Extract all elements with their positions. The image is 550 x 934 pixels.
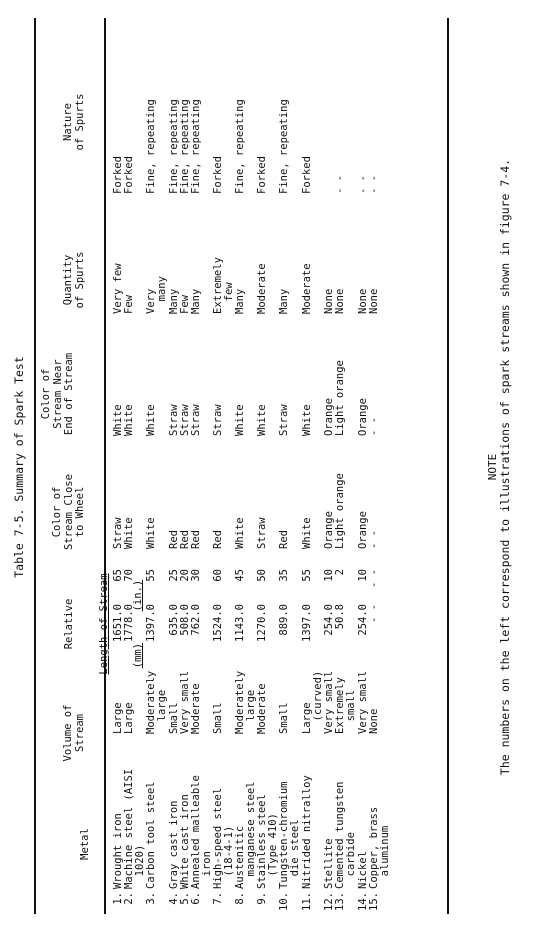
- cell-in: 45: [234, 569, 246, 582]
- note-title: NOTE: [486, 453, 499, 481]
- cell-close: Red: [278, 530, 290, 549]
- cell-volume: Large: [112, 702, 124, 734]
- cell-mm: 1143.0: [234, 604, 246, 642]
- cell-in: 60: [212, 569, 224, 582]
- cell-in: 2: [334, 569, 346, 576]
- cell-mm: 1524.0: [212, 604, 224, 642]
- cell-in: 25: [168, 569, 180, 582]
- cell-metal: Copper, brass aluminum: [368, 806, 391, 889]
- cell-volume: Extremely small: [334, 677, 357, 734]
- cell-mm: 1397.0: [301, 604, 313, 642]
- cell-close: White: [234, 517, 246, 549]
- cell-mm: 50.8: [334, 604, 346, 630]
- cell-nature: Forked: [123, 156, 135, 194]
- cell-end: Straw: [190, 404, 202, 436]
- cell-metal: Gray cast iron: [168, 800, 180, 889]
- cell-quantity: Moderate: [256, 263, 268, 314]
- cell-num: 14.: [357, 892, 369, 911]
- cell-end: White: [301, 404, 313, 436]
- cell-volume: Small: [168, 702, 180, 734]
- cell-in: 50: [256, 569, 268, 582]
- cell-num: 6.: [190, 892, 202, 905]
- cell-end: Orange: [323, 398, 335, 436]
- cell-in: 20: [179, 569, 191, 582]
- cell-end: Orange: [357, 398, 369, 436]
- cell-metal: Machine steel (AISI 1020): [123, 768, 146, 889]
- cell-num: 9.: [256, 892, 268, 905]
- cell-metal: Stainless steel (Type 410): [256, 794, 279, 889]
- cell-metal: Stellite: [323, 838, 335, 889]
- header-relative-length-line2: Length of Stream: [97, 573, 110, 675]
- cell-in: 65: [112, 569, 124, 582]
- cell-num: 1.: [112, 892, 124, 905]
- cell-end: White: [145, 404, 157, 436]
- cell-num: 11.: [301, 892, 313, 911]
- cell-metal: Nickel: [357, 851, 369, 889]
- cell-volume: Small: [278, 702, 290, 734]
- cell-quantity: Many: [190, 288, 202, 314]
- cell-num: 7.: [212, 892, 224, 905]
- cell-nature: Fine, repeating: [234, 99, 246, 194]
- cell-quantity: Few: [123, 295, 135, 314]
- cell-mm: 635.0: [168, 604, 180, 636]
- cell-mm: 762.0: [190, 604, 202, 636]
- cell-volume: Moderate: [190, 683, 202, 734]
- cell-volume: Small: [212, 702, 224, 734]
- header-unit-mm: (mm): [132, 642, 144, 669]
- cell-in: 70: [123, 569, 135, 582]
- header-metal: Metal: [79, 828, 91, 860]
- cell-metal: Nitrided nitralloy: [301, 775, 313, 889]
- cell-quantity: Very many: [145, 276, 168, 314]
- cell-nature: Fine, repeating: [179, 99, 191, 194]
- cell-close: Orange: [323, 511, 335, 549]
- cell-end: Straw: [168, 404, 180, 436]
- cell-in: 10: [323, 569, 335, 582]
- header-nature: Nature of Spurts: [62, 93, 86, 151]
- cell-quantity: Many: [234, 288, 246, 314]
- cell-mm: 254.0: [323, 604, 335, 636]
- cell-in: - -: [368, 569, 380, 588]
- cell-volume: Very small: [179, 670, 191, 734]
- cell-close: Straw: [256, 517, 268, 549]
- cell-num: 12.: [323, 892, 335, 911]
- cell-nature: Fine, repeating: [278, 99, 290, 194]
- cell-end: Straw: [278, 404, 290, 436]
- cell-quantity: Extremely few: [212, 257, 235, 314]
- header-unit-in: (in.): [132, 579, 144, 612]
- cell-num: 15.: [368, 892, 380, 911]
- cell-num: 3.: [145, 892, 157, 905]
- cell-quantity: None: [368, 288, 380, 314]
- table-title: Table 7-5. Summary of Spark Test: [12, 356, 26, 578]
- cell-quantity: None: [357, 288, 369, 314]
- cell-in: 55: [301, 569, 313, 582]
- cell-end: Straw: [179, 404, 191, 436]
- cell-quantity: Very few: [112, 263, 124, 314]
- cell-nature: Forked: [112, 156, 124, 194]
- cell-metal: Wrought iron: [112, 813, 124, 889]
- cell-quantity: Moderate: [301, 263, 313, 314]
- cell-num: 10.: [278, 892, 290, 911]
- cell-nature: - -: [357, 175, 369, 194]
- cell-volume: Moderately large: [234, 670, 257, 734]
- cell-num: 13.: [334, 892, 346, 911]
- header-color-close: Color of Stream Close to Wheel: [51, 474, 86, 550]
- note-text: The numbers on the left correspond to illustrations of spark streams shown in figure 7-4.: [498, 158, 512, 776]
- cell-close: Red: [168, 530, 180, 549]
- cell-metal: High-speed steel (18-4-1): [212, 787, 235, 889]
- cell-in: 10: [357, 569, 369, 582]
- cell-end: White: [256, 404, 268, 436]
- cell-nature: - -: [368, 175, 380, 194]
- cell-nature: Forked: [256, 156, 268, 194]
- cell-volume: None: [368, 708, 380, 734]
- cell-close: White: [123, 517, 135, 549]
- cell-num: 8.: [234, 892, 246, 905]
- header-volume: Volume of Stream: [62, 704, 86, 762]
- cell-volume: Very small: [357, 670, 369, 734]
- bottom-rule: [447, 18, 449, 914]
- cell-volume: Moderately large: [145, 670, 168, 734]
- cell-in: 35: [278, 569, 290, 582]
- cell-end: White: [234, 404, 246, 436]
- cell-nature: Forked: [212, 156, 224, 194]
- cell-mm: 1778.0: [123, 604, 135, 642]
- cell-metal: Austenitic manganese steel: [234, 781, 257, 889]
- cell-num: 2.: [123, 892, 135, 905]
- cell-close: Red: [179, 530, 191, 549]
- cell-end: White: [112, 404, 124, 436]
- cell-end: Straw: [212, 404, 224, 436]
- cell-close: Straw: [112, 517, 124, 549]
- cell-end: - -: [368, 417, 380, 436]
- cell-in: 55: [145, 569, 157, 582]
- cell-close: White: [145, 517, 157, 549]
- cell-end: White: [123, 404, 135, 436]
- header-color-end: Color of Stream Near End of Stream: [40, 352, 75, 436]
- cell-close: White: [301, 517, 313, 549]
- cell-volume: Moderate: [256, 683, 268, 734]
- cell-mm: 254.0: [357, 604, 369, 636]
- cell-nature: Fine, repeating: [145, 99, 157, 194]
- cell-quantity: Many: [168, 288, 180, 314]
- cell-quantity: Many: [278, 288, 290, 314]
- cell-volume: Very small: [323, 670, 335, 734]
- cell-quantity: Few: [179, 295, 191, 314]
- cell-metal: Tungsten-chromium die steel: [278, 781, 301, 889]
- cell-mm: 889.0: [278, 604, 290, 636]
- cell-metal: Annealed malleable iron: [190, 775, 213, 889]
- cell-close: Red: [212, 530, 224, 549]
- cell-num: 5.: [179, 892, 191, 905]
- cell-quantity: None: [323, 288, 335, 314]
- cell-volume: Large (curved): [301, 670, 324, 734]
- cell-nature: - -: [334, 175, 346, 194]
- header-rule: [104, 18, 106, 914]
- top-rule: [34, 18, 36, 914]
- cell-close: Light orange: [334, 473, 346, 549]
- cell-mm: 1651.0: [112, 604, 124, 642]
- cell-mm: 1397.0: [145, 604, 157, 642]
- cell-in: 30: [190, 569, 202, 582]
- cell-mm: 508.0: [179, 604, 191, 636]
- cell-metal: White cast iron: [179, 794, 191, 889]
- cell-nature: Fine, repeating: [168, 99, 180, 194]
- cell-mm: 1270.0: [256, 604, 268, 642]
- cell-close: Red: [190, 530, 202, 549]
- cell-nature: Forked: [301, 156, 313, 194]
- cell-metal: Carbon tool steel: [145, 781, 157, 889]
- cell-nature: Fine, repeating: [190, 99, 202, 194]
- cell-end: Light orange: [334, 360, 346, 436]
- cell-close: Orange: [357, 511, 369, 549]
- cell-mm: - -: [368, 604, 380, 623]
- cell-metal: Cemented tungsten carbide: [334, 781, 357, 889]
- header-relative-length-line1: Relative: [63, 598, 75, 650]
- cell-quantity: None: [334, 288, 346, 314]
- header-quantity: Quantity of Spurts: [62, 251, 86, 309]
- cell-close: - -: [368, 530, 380, 549]
- cell-num: 4.: [168, 892, 180, 905]
- cell-volume: Large: [123, 702, 135, 734]
